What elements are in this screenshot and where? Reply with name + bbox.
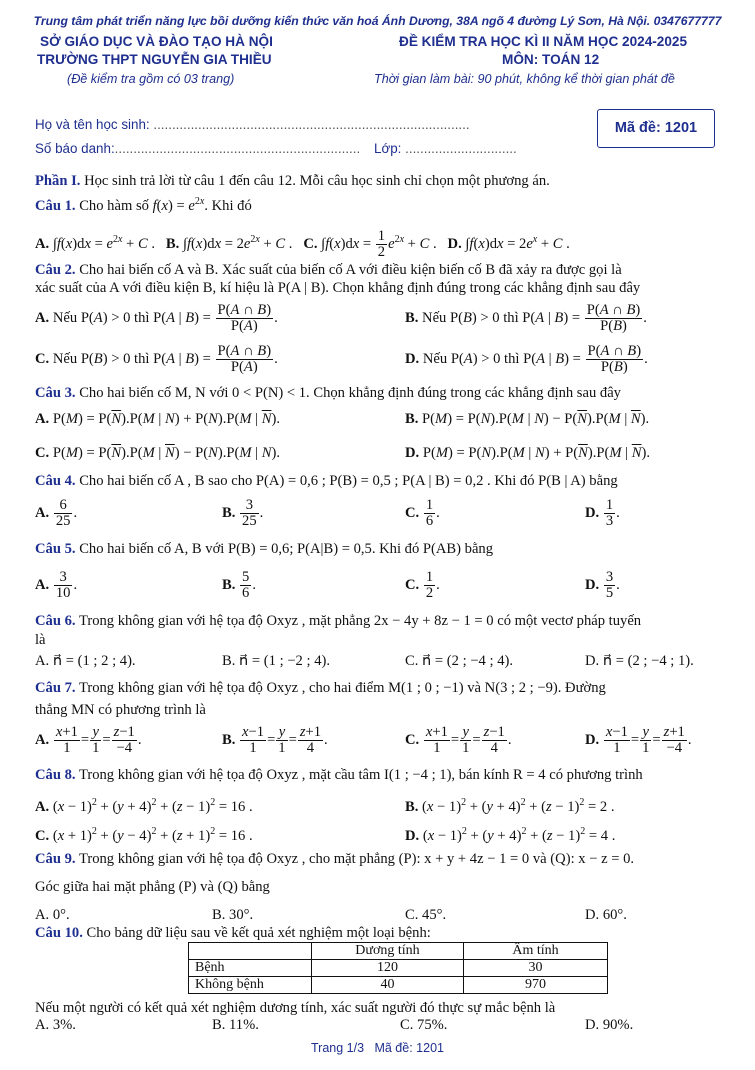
question-2: Câu 2. Cho hai biến cố A và B. Xác suất của biến cố A với điều kiện biến cố B đã xảy ra được gọi là: [35, 262, 622, 278]
q5-option-d: D. $\frac{3}{5}$ .: [585, 569, 620, 601]
q3-option-b: B. P(M) = P(N).P(M | $N) - P(\overline{N}).P(M$ | $\overline{N}$).: [405, 411, 650, 427]
question-3: Câu 3. Cho hai biến cố M, N với 0 < P(N) < 1. Chọn khẳng định đúng trong các khẳng định sau đây: [35, 385, 621, 401]
name-label: Họ và tên học sinh: .....................................................................................: [35, 117, 470, 132]
q7-option-d: D. $\frac{x-1}{1}$ = $\frac{y}{1}$ = $\frac{z+1}{-4}$ .: [585, 724, 692, 756]
test-result-table: [188, 942, 608, 994]
q3-option-d: D. P(M) = P(N).P(M | $N) + P(\overline{N}).P(M$ | $\overline{N}$).: [405, 445, 650, 461]
question-5: Câu 5. Cho hai biến cố A, B với P(B) = 0,6; P(A|B) = 0,5. Khi đó P(AB) bằng: [35, 541, 494, 557]
q10-option-c: C. 75%.: [400, 1017, 448, 1033]
q8-option-b: B. $(x - 1)^2 + (y + 4)^2 + (z - 1)^2 = 2$ .: [405, 797, 615, 815]
q7-option-c: C. $\frac{x+1}{1}$ = $\frac{y}{1}$ = $\frac{z-1}{4}$ .: [405, 724, 512, 756]
question-9: Câu 9. Trong không gian với hệ tọa độ Oxyz , cho mặt phẳng (P): x + y + 4z − 1 = 0 và (Q): x − z = 0.: [35, 851, 635, 867]
id-label: Số báo danh:..................................................................: [35, 141, 361, 156]
question-9-line2: Góc giữa hai mặt phẳng (P) và (Q) bằng: [35, 879, 270, 895]
class-label: Lớp: ..............................: [374, 141, 517, 156]
q5-option-c: C. $\frac{1}{2}$ .: [405, 569, 440, 601]
q7-option-a: A. $\frac{x+1}{1}$ = $\frac{y}{1}$ = $\frac{z-1}{-4}$ .: [35, 724, 142, 756]
table-header-positive: Dương tính: [312, 943, 464, 960]
q5-option-b: B. $\frac{5}{6}$ .: [222, 569, 256, 601]
q3-option-c: C. $P(M) = P(\overline{N}).P(M$ | $\overline{N}) - P(N).P(M$ | N).: [35, 445, 280, 461]
question-10: Câu 10. Cho bảng dữ liệu sau về kết quả xét nghiệm một loại bệnh:: [35, 925, 431, 941]
part1-instruction: Phần I. Học sinh trả lời từ câu 1 đến câu 12. Mỗi câu học sinh chỉ chọn một phương án.: [35, 173, 550, 189]
q7-option-b: B. $\frac{x-1}{1}$ = $\frac{y}{1}$ = $\frac{z+1}{4}$ .: [222, 724, 328, 756]
q2-option-a: A. Nếu P(A) > 0 thì P(A | B) = $\frac{P(A \cap B)}{P(A)}$ .: [35, 302, 278, 334]
q2-option-d: D. Nếu P(A) > 0 thì P(A | B) = $\frac{P(A \cap B)}{P(B)}$ .: [405, 343, 648, 375]
table-row: Bệnh 120 30: [189, 960, 608, 977]
time-note: Thời gian làm bài: 90 phút, không kể thời gian phát đề: [374, 72, 675, 86]
q10-option-a: A. 3%.: [35, 1017, 76, 1033]
pages-note: (Đề kiểm tra gồm có 03 trang): [67, 72, 235, 86]
q9-option-b: B. 30°.: [212, 907, 254, 923]
school-name: TRƯỜNG THPT NGUYỄN GIA THIỀU: [37, 52, 272, 67]
q6-option-a: A. n⃗ = (1 ; 2 ; 4).: [35, 653, 136, 669]
q9-option-a: A. 0°.: [35, 907, 70, 923]
exam-code-box: Mã đề: 1201: [597, 109, 715, 148]
q8-option-c: C. $(x + 1)^2 + (y - 4)^2 + (z + 1)^2 = 16$ .: [35, 826, 253, 844]
table-header-negative: Âm tính: [464, 943, 608, 960]
question-1: Câu 1. Cho hàm số $f(x) = e^{2x}$. Khi đó: [35, 196, 252, 214]
question-6-line2: là: [35, 632, 46, 648]
q4-option-b: B. $\frac{3}{25}$ .: [222, 497, 264, 529]
q10-option-b: B. 11%.: [212, 1017, 259, 1033]
question-2-line2: xác suất của A với điều kiện B, kí hiệu là P(A | B). Chọn khẳng định đúng trong các khẳng định sau đây: [35, 280, 641, 296]
question-7: Câu 7. Trong không gian với hệ tọa độ Oxyz , cho hai điểm M(1 ; 0 ; −1) và N(3 ; 2 ; −9). Đường: [35, 680, 606, 696]
q9-option-c: C. 45°.: [405, 907, 447, 923]
q9-option-d: D. 60°.: [585, 907, 627, 923]
q8-option-d: D. $(x - 1)^2 + (y + 4)^2 + (z - 1)^2 = 4$ .: [405, 826, 616, 844]
q4-option-a: A. $\frac{6}{25}$ .: [35, 497, 78, 529]
q1-options: A. $\int f(x)dx = e^{2x} + C$ . B. $\int f(x)dx = 2e^{2x} + C$ . C. ∫f(x)dx = $\frac{1}{2}$ $e^{2x} + C$ . D. $\int f(x)dx = 2e^x + C$ .: [35, 228, 570, 260]
q5-option-a: A. $\frac{3}{10}$ .: [35, 569, 78, 601]
q10-option-d: D. 90%.: [585, 1017, 634, 1033]
q6-option-b: B. n⃗ = (1 ; −2 ; 4).: [222, 653, 330, 669]
exam-title: ĐỀ KIỂM TRA HỌC KÌ II NĂM HỌC 2024-2025: [399, 34, 688, 49]
q4-option-d: D. $\frac{1}{3}$ .: [585, 497, 620, 529]
question-8: Câu 8. Trong không gian với hệ tọa độ Oxyz , mặt cầu tâm I(1 ; −4 ; 1), bán kính R = 4 có phương trình: [35, 767, 643, 783]
question-4: Câu 4. Cho hai biến cố A , B sao cho P(A) = 0,6 ; P(B) = 0,5 ; P(A | B) = 0,2 . Khi đó P(B | A) bằng: [35, 473, 618, 489]
q8-option-a: A. $(x - 1)^2 + (y + 4)^2 + (z - 1)^2 = 16$ .: [35, 797, 253, 815]
question-7-line2: thẳng MN có phương trình là: [35, 702, 206, 718]
q3-option-a: A. $P(M) = P(\overline{N}).P(M$ | N) + P(N).P(M | $\overline{N}$).: [35, 411, 280, 427]
q2-option-c: C. Nếu P(B) > 0 thì P(A | B) = $\frac{P(A \cap B)}{P(A)}$ .: [35, 343, 278, 375]
q4-option-c: C. $\frac{1}{6}$ .: [405, 497, 440, 529]
page-footer: Trang 1/3 Mã đề: 1201: [311, 1041, 444, 1055]
q6-option-d: D. n⃗ = (2 ; −4 ; 1).: [585, 653, 694, 669]
center-banner: Trung tâm phát triển năng lực bồi dưỡng kiến thức văn hoá Ánh Dương, 38A ngõ 4 đường Lý Sơn, Hà Nội. 0347677777: [33, 14, 722, 28]
q2-option-b: B. Nếu P(B) > 0 thì P(A | B) = $\frac{P(A \cap B)}{P(B)}$ .: [405, 302, 647, 334]
table-row: Không bệnh 40 970: [189, 977, 608, 994]
q6-option-c: C. n⃗ = (2 ; −4 ; 4).: [405, 653, 513, 669]
question-6: Câu 6. Trong không gian với hệ tọa độ Oxyz , mặt phẳng 2x − 4y + 8z − 1 = 0 có một vectơ pháp tuyến: [35, 613, 642, 629]
dept-name: SỞ GIÁO DỤC VÀ ĐÀO TẠO HÀ NỘI: [40, 34, 273, 49]
question-10-line2: Nếu một người có kết quả xét nghiệm dương tính, xác suất người đó thực sự mắc bệnh là: [35, 1000, 556, 1016]
subject: MÔN: TOÁN 12: [502, 52, 600, 67]
